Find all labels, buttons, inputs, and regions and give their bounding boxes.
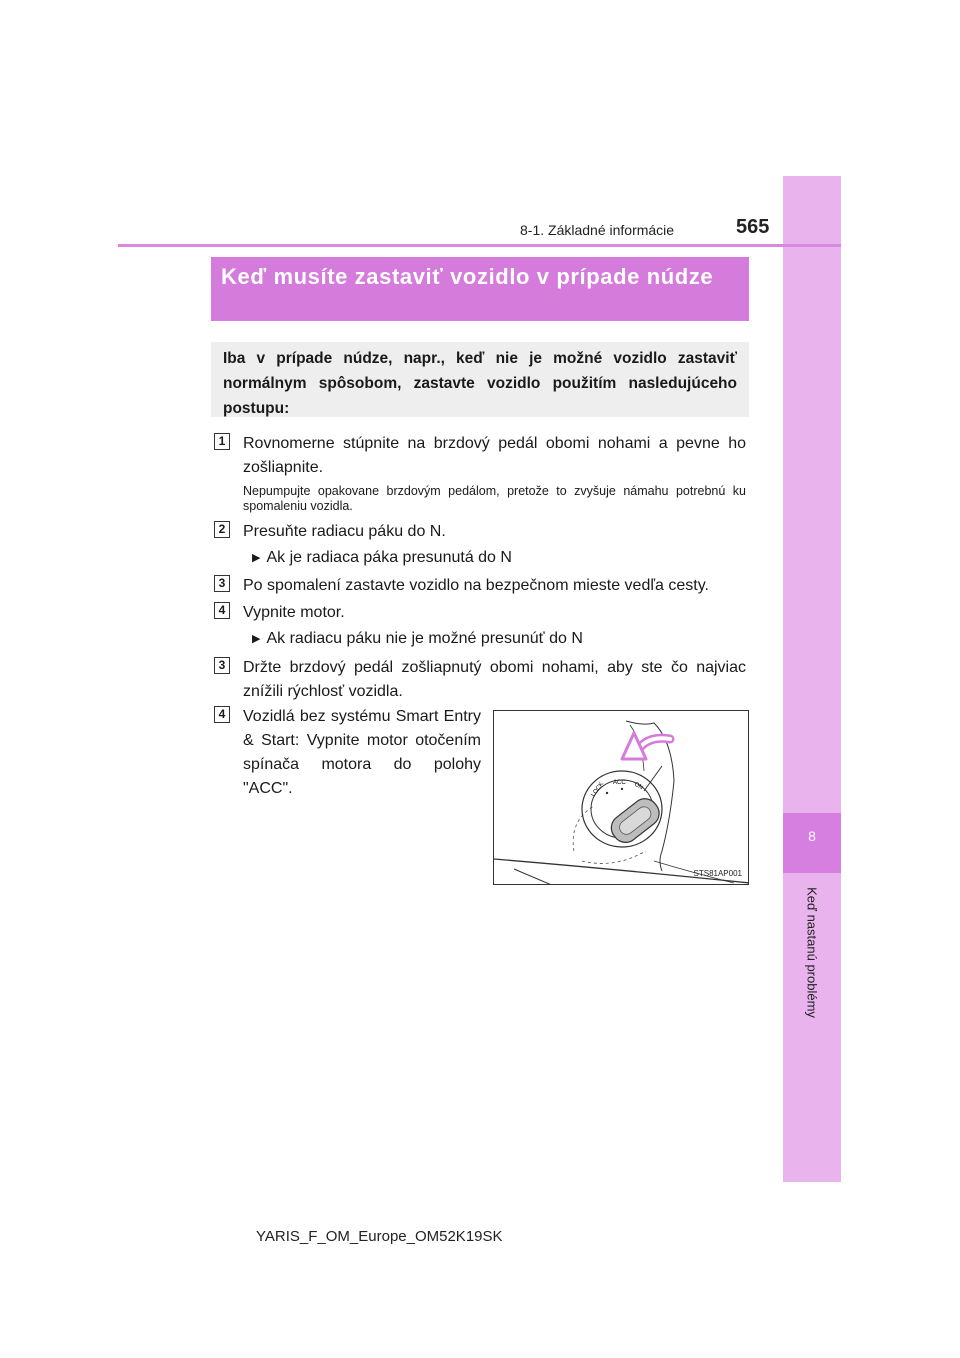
ignition-switch-figure <box>493 710 749 885</box>
step-number-badge: 4 <box>214 706 230 723</box>
step-text: Vozidlá bez systému Smart Entry & Start: Vypnite motor otočením spínača motora do polohy "ACC". <box>243 708 481 797</box>
step-note: Nepumpujte opakovane brzdovým pedálom, pretože to zvyšuje námahu potrebnú ku spomaleniu vozidla. <box>243 484 746 513</box>
condition-bullet <box>252 627 583 652</box>
chapter-title-vertical: Keď nastanú problémy <box>804 887 820 1018</box>
section-title-band <box>211 257 749 321</box>
condition-text: Ak radiacu páku nie je možné presunúť do N <box>266 630 583 647</box>
document-footer: YARIS_F_OM_Europe_OM52K19SK <box>256 1228 503 1245</box>
section-header: 8-1. Základné informácie <box>520 222 675 238</box>
step-number-badge: 3 <box>214 575 230 592</box>
intro-box <box>211 342 749 417</box>
header-rule <box>118 244 841 247</box>
step-text: Držte brzdový pedál zošliapnutý obomi nohami, aby ste čo najviac znížili rýchlosť vozidla. <box>243 659 746 700</box>
step-text: Po spomalení zastavte vozidlo na bezpečnom mieste vedľa cesty. <box>243 577 709 594</box>
step-number-badge: 1 <box>214 433 230 450</box>
chapter-number: 8 <box>808 828 816 844</box>
intro-text: Iba v prípade núdze, napr., keď nie je možné vozidlo zastaviť normálnym spôsobom, zastavte vozidlo použitím nasledujúceho postupu: <box>223 350 737 417</box>
switch-position-label: ACC <box>613 780 626 786</box>
step-number-badge: 3 <box>214 657 230 674</box>
chapter-side-tab <box>783 176 841 1182</box>
condition-text: Ak je radiaca páka presunutá do N <box>266 549 512 566</box>
triangle-right-icon: ▶ <box>252 552 261 564</box>
step-text: Rovnomerne stúpnite na brzdový pedál obomi nohami a pevne ho zošliapnite. <box>243 435 746 476</box>
step-number-badge: 4 <box>214 602 230 619</box>
condition-bullet <box>252 546 512 571</box>
step-text: Presuňte radiacu páku do N. <box>243 523 446 540</box>
triangle-right-icon: ▶ <box>252 633 261 645</box>
switch-position-label: ON <box>633 781 644 792</box>
switch-position-label: LOCK <box>590 781 606 799</box>
figure-code: STS81AP001 <box>693 869 742 878</box>
step-number-badge: 2 <box>214 521 230 538</box>
section-title: Keď musíte zastaviť vozidlo v prípade núdze <box>221 264 714 289</box>
page-number: 565 <box>736 216 770 238</box>
step-text: Vypnite motor. <box>243 604 345 621</box>
ignition-key-illustration <box>494 711 749 885</box>
